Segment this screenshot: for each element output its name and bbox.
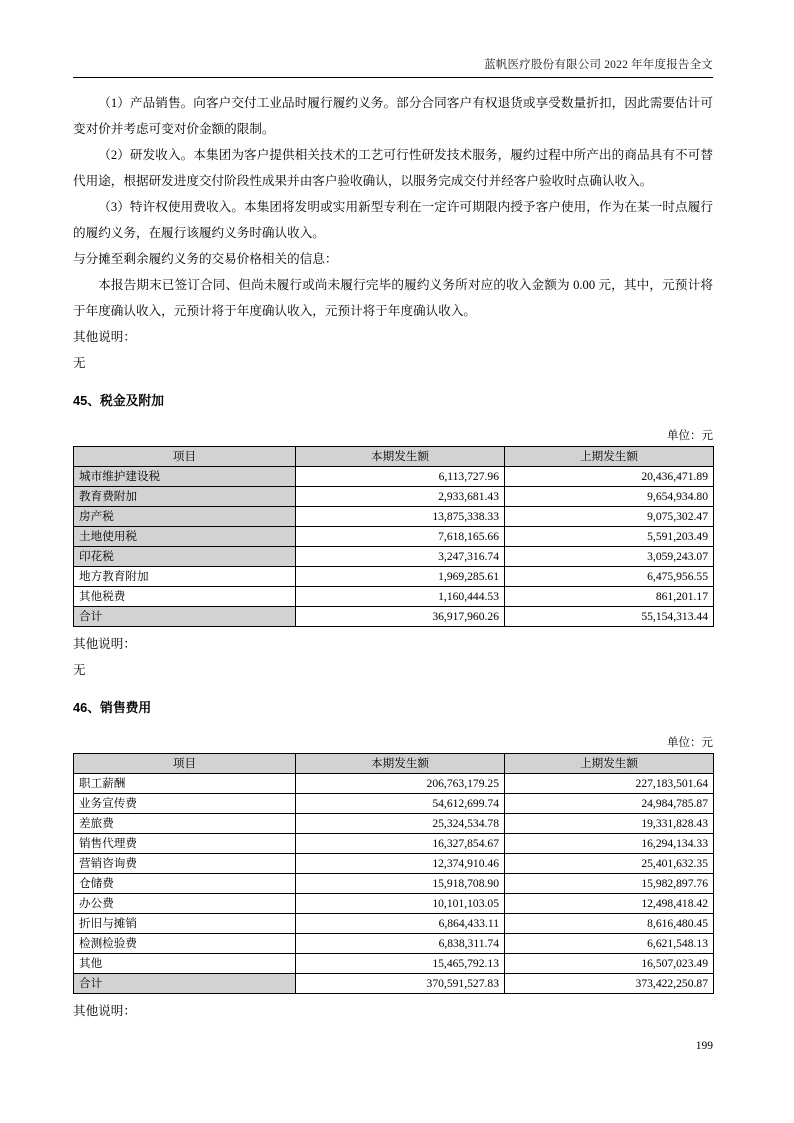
cell-item: 土地使用税 [74,526,296,546]
cell-item: 仓储费 [74,873,296,893]
table-body-45 [74,466,714,626]
column-header-current-period: 本期发生额 [296,446,505,466]
cell-current-period: 12,374,910.46 [296,853,505,873]
cell-previous-period: 20,436,471.89 [505,466,714,486]
other-note-value-1: 无 [73,355,86,370]
cell-current-period: 1,969,285.61 [296,566,505,586]
spacer [73,721,713,733]
cell-item: 合计 [74,606,296,626]
cell-current-period: 7,618,165.66 [296,526,505,546]
table-row [74,506,714,526]
table-row [74,853,714,873]
table-row [74,893,714,913]
table-row [74,913,714,933]
cell-current-period: 36,917,960.26 [296,606,505,626]
unit-label-45: 单位：元 [667,429,713,442]
cell-previous-period: 861,201.17 [505,586,714,606]
cell-previous-period: 55,154,313.44 [505,606,714,626]
table-row [74,933,714,953]
cell-item: 职工薪酬 [74,773,296,793]
cell-previous-period: 6,621,548.13 [505,933,714,953]
cell-item: 营销咨询费 [74,853,296,873]
section-heading-46: 46、销售费用 [73,699,152,715]
cell-current-period: 54,612,699.74 [296,793,505,813]
cell-previous-period: 15,982,897.76 [505,873,714,893]
column-header-previous-period: 上期发生额 [505,446,714,466]
page-number: 199 [695,1040,713,1052]
table-row [74,466,714,486]
paragraph-remaining-obligation-detail: 本报告期末已签订合同、但尚未履行或尚未履行完毕的履约义务所对应的收入金额为 0.00 元，其中，元预计将于年度确认收入，元预计将于年度确认收入，元预计将于年度确认收入。 [73,277,713,318]
paragraph-royalty-income: （3）特许权使用费收入。本集团将发明或实用新型专利在一定许可期限内授予客户使用，作为在某一时点履行的履约义务，在履行该履约义务时确认收入。 [73,199,713,240]
cell-item: 合计 [74,973,296,993]
cell-item: 折旧与摊销 [74,913,296,933]
cell-item: 房产税 [74,506,296,526]
paragraph-product-sales: （1）产品销售。向客户交付工业品时履行履约义务。部分合同客户有权退货或享受数量折扣，因此需要估计可变对价并考虑可变对价金额的限制。 [73,95,713,136]
cell-item: 检测检验费 [74,933,296,953]
column-header-current-period: 本期发生额 [296,753,505,773]
other-note-label-3: 其他说明： [73,1003,136,1018]
table-row [74,793,714,813]
unit-label-46: 单位：元 [667,736,713,749]
cell-current-period: 15,465,792.13 [296,953,505,973]
column-header-item: 项目 [74,753,296,773]
cell-previous-period: 9,075,302.47 [505,506,714,526]
cell-item: 办公费 [74,893,296,913]
table-row [74,773,714,793]
cell-previous-period: 12,498,418.42 [505,893,714,913]
cell-previous-period: 9,654,934.80 [505,486,714,506]
cell-current-period: 6,838,311.74 [296,933,505,953]
cell-previous-period: 227,183,501.64 [505,773,714,793]
cell-previous-period: 373,422,250.87 [505,973,714,993]
cell-current-period: 6,113,727.96 [296,466,505,486]
spacer [73,683,713,695]
spacer [73,414,713,426]
cell-item: 其他 [74,953,296,973]
cell-previous-period: 6,475,956.55 [505,566,714,586]
cell-current-period: 10,101,103.05 [296,893,505,913]
cell-previous-period: 16,507,023.49 [505,953,714,973]
spacer [73,78,713,90]
page-content [73,0,713,1024]
other-note-label-1: 其他说明： [73,329,136,344]
table-row [74,973,714,993]
table-row [74,566,714,586]
cell-item: 印花税 [74,546,296,566]
table-row [74,526,714,546]
cell-previous-period: 16,294,134.33 [505,833,714,853]
cell-previous-period: 19,331,828.43 [505,813,714,833]
cell-current-period: 6,864,433.11 [296,913,505,933]
table-body-46 [74,773,714,993]
paragraph-remaining-obligation-intro: 与分摊至剩余履约义务的交易价格相关的信息： [73,251,338,266]
cell-previous-period: 5,591,203.49 [505,526,714,546]
table-row [74,813,714,833]
paragraph-rnd-income: （2）研发收入。本集团为客户提供相关技术的工艺可行性研发技术服务，履约过程中所产出的商品具有不可替代用途，根据研发进度交付阶段性成果并由客户验收确认，以服务完成交付并经客户验收时点确认收入。 [73,147,713,188]
cell-current-period: 13,875,338.33 [296,506,505,526]
cell-item: 其他税费 [74,586,296,606]
cell-item: 城市维护建设税 [74,466,296,486]
running-header-title: 蓝帆医疗股份有限公司 2022 年年度报告全文 [484,59,713,71]
running-header [73,0,713,73]
cell-previous-period: 8,616,480.45 [505,913,714,933]
cell-current-period: 25,324,534.78 [296,813,505,833]
table-row [74,833,714,853]
column-header-item: 项目 [74,446,296,466]
section-heading-45: 45、税金及附加 [73,392,165,408]
cell-current-period: 370,591,527.83 [296,973,505,993]
table-row [74,873,714,893]
table-header-row [74,753,714,773]
cell-item: 教育费附加 [74,486,296,506]
table-row [74,586,714,606]
column-header-previous-period: 上期发生额 [505,753,714,773]
cell-previous-period: 24,984,785.87 [505,793,714,813]
table-selling-expenses [73,753,714,994]
cell-current-period: 15,918,708.90 [296,873,505,893]
other-note-label-2: 其他说明： [73,636,136,651]
cell-current-period: 3,247,316.74 [296,546,505,566]
cell-current-period: 206,763,179.25 [296,773,505,793]
spacer [73,376,713,388]
cell-previous-period: 3,059,243.07 [505,546,714,566]
table-row [74,953,714,973]
cell-current-period: 2,933,681.43 [296,486,505,506]
cell-previous-period: 25,401,632.35 [505,853,714,873]
table-header-row [74,446,714,466]
cell-item: 业务宣传费 [74,793,296,813]
other-note-value-2: 无 [73,662,86,677]
table-row [74,546,714,566]
table-row [74,486,714,506]
cell-item: 销售代理费 [74,833,296,853]
cell-current-period: 16,327,854.67 [296,833,505,853]
cell-current-period: 1,160,444.53 [296,586,505,606]
table-taxes-and-surcharges [73,446,714,627]
table-row [74,606,714,626]
cell-item: 地方教育附加 [74,566,296,586]
cell-item: 差旅费 [74,813,296,833]
